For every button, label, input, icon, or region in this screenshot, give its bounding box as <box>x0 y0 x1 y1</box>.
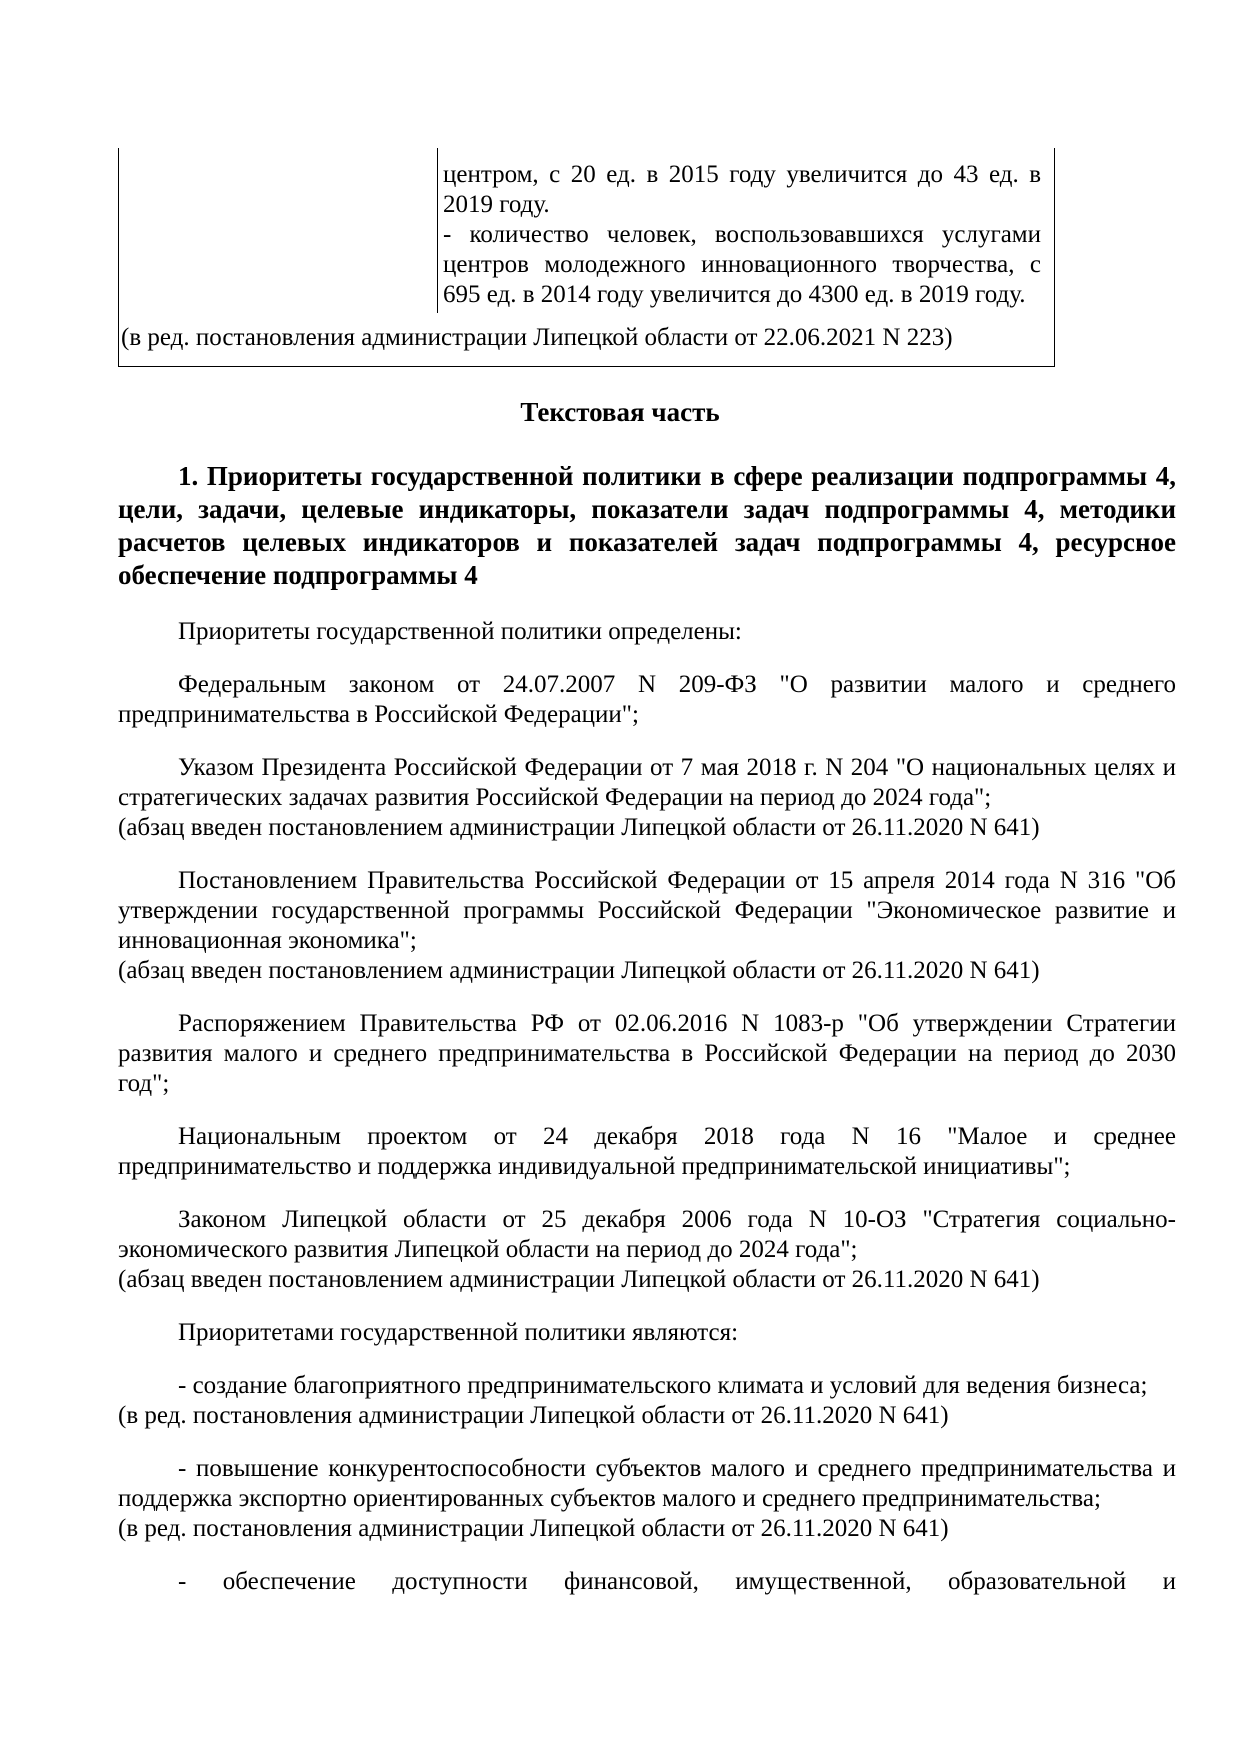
amendment-note: (в ред. постановления администрации Липецкой области от 26.11.2020 N 641) <box>118 1515 949 1542</box>
paragraph-text: Национальным проектом от 24 декабря 2018 года N 16 "Малое и среднее предпринимательство и поддержка индивидуальной предпринимательской инициативы"; <box>118 1123 1176 1180</box>
section-title: 1. Приоритеты государственной политики в сфере реализации подпрограммы 4, цели, задачи, целевые индикаторы, показатели задач подпрограммы 4, методики расчетов целевых индикаторов и показателей задач подпрограммы 4, ресурсное обеспечение подпрограммы 4 <box>118 461 1176 590</box>
body-text <box>118 617 1176 1620</box>
amendment-note: (абзац введен постановлением администрации Липецкой области от 26.11.2020 N 641) <box>118 1266 1040 1293</box>
paragraph <box>118 753 1176 843</box>
paragraph-text: Приоритетами государственной политики являются: <box>178 1319 739 1346</box>
paragraph <box>118 1009 1176 1099</box>
page-heading: Текстовая часть <box>520 397 720 427</box>
paragraph-text: Указом Президента Российской Федерации от 7 мая 2018 г. N 204 "О национальных целях и стратегических задачах развития Российской Федерации на период до 2024 года"; <box>118 754 1176 811</box>
paragraph-text: Федеральным законом от 24.07.2007 N 209-ФЗ "О развитии малого и среднего предпринимательства в Российской Федерации"; <box>118 671 1176 728</box>
paragraph-text: Распоряжением Правительства РФ от 02.06.2016 N 1083-р "Об утверждении Стратегии развития малого и среднего предпринимательства в Российской Федерации на период до 2030 год"; <box>118 1010 1176 1097</box>
paragraph <box>118 1318 1176 1348</box>
paragraph-text: - обеспечение доступности финансовой, имущественной, образовательной и <box>178 1568 1176 1595</box>
paragraph <box>118 866 1176 986</box>
amendment-note: (абзац введен постановлением администрации Липецкой области от 26.11.2020 N 641) <box>118 957 1040 984</box>
paragraph <box>118 670 1176 730</box>
table-amendment-note: (в ред. постановления администрации Липецкой области от 22.06.2021 N 223) <box>121 324 953 351</box>
paragraph <box>118 1122 1176 1182</box>
indicators-table <box>118 148 1055 367</box>
paragraph-text: Приоритеты государственной политики определены: <box>178 618 742 645</box>
paragraph <box>118 1205 1176 1295</box>
paragraph-text: Законом Липецкой области от 25 декабря 2006 года N 10-ОЗ "Стратегия социально-экономического развития Липецкой области на период до 2024 года"; <box>118 1206 1176 1263</box>
amendment-note: (в ред. постановления администрации Липецкой области от 26.11.2020 N 641) <box>118 1402 949 1429</box>
paragraph <box>118 1454 1176 1544</box>
paragraph-text: - создание благоприятного предпринимательского климата и условий для ведения бизнеса; <box>178 1372 1148 1399</box>
table-cell-indicators <box>443 160 1041 310</box>
paragraph-text: - повышение конкурентоспособности субъектов малого и среднего предпринимательства и поддержка экспортно ориентированных субъектов малого и среднего предпринимательства; <box>118 1455 1176 1512</box>
table-cell-line: - количество человек, воспользовавшихся услугами центров молодежного инновационного творчества, с 695 ед. в 2014 году увеличится до 4300 ед. в 2019 году. <box>443 221 1041 308</box>
table-cell-line: центром, с 20 ед. в 2015 году увеличится до 43 ед. в 2019 году. <box>443 161 1041 218</box>
paragraph <box>118 617 1176 647</box>
paragraph <box>118 1567 1176 1597</box>
table-column-divider <box>437 148 438 313</box>
paragraph <box>118 1371 1176 1431</box>
amendment-note: (абзац введен постановлением администрации Липецкой области от 26.11.2020 N 641) <box>118 814 1040 841</box>
paragraph-text: Постановлением Правительства Российской Федерации от 15 апреля 2014 года N 316 "Об утверждении государственной программы Российской Федерации "Экономическое развитие и инновационная экономика"; <box>118 867 1176 954</box>
